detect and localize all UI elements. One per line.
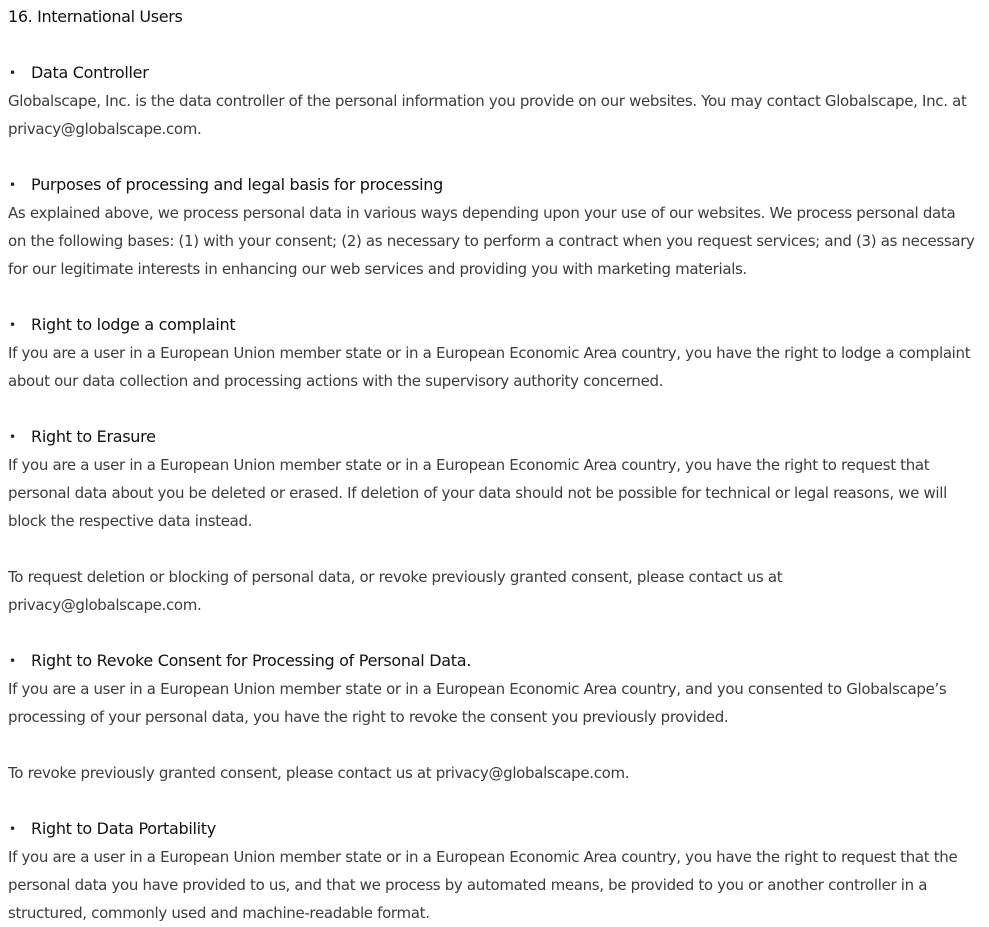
- section-paragraph: If you are a user in a European Union member state or in a European Economic Area country, you have the right to lodge a complaint about our data collection and processing actions with the supervisory authority concerned.: [8, 344, 971, 390]
- bullet-heading: [8, 423, 975, 451]
- bullet-heading: [8, 171, 975, 199]
- section-lodge-complaint: [8, 311, 975, 395]
- section-paragraph: If you are a user in a European Union member state or in a European Economic Area country, you have the right to request that personal data about you be deleted or erased. If deletion of your data should not be possible for technical or legal reasons, we will block the respective data instead.: [8, 456, 947, 530]
- section-data-portability: [8, 815, 975, 927]
- section-heading: Right to Erasure: [31, 427, 156, 446]
- section-paragraph: Globalscape, Inc. is the data controller of the personal information you provide on our websites. You may contact Globalscape, Inc. at privacy@globalscape.com.: [8, 92, 967, 138]
- section-purposes-processing: [8, 171, 975, 283]
- section-paragraph: If you are a user in a European Union member state or in a European Economic Area country, you have the right to request that the personal data you have provided to us, and that we process by automated means, be provided to you or another controller in a structured, commonly used and machine-readable format.: [8, 848, 958, 922]
- section-right-to-erasure: [8, 423, 975, 619]
- section-heading: Right to Data Portability: [31, 819, 216, 838]
- bullet-heading: [8, 815, 975, 843]
- bullet-icon: •: [9, 318, 16, 332]
- section-heading: Right to Revoke Consent for Processing of Personal Data.: [31, 651, 471, 670]
- bullet-icon: •: [9, 822, 16, 836]
- bullet-icon: •: [9, 178, 16, 192]
- section-data-controller: [8, 59, 975, 143]
- section-title: 16. International Users: [8, 7, 183, 26]
- bullet-heading: [8, 311, 975, 339]
- section-paragraph: If you are a user in a European Union member state or in a European Economic Area country, and you consented to Globalscape’s processing of your personal data, you have the right to revoke the consent you previously provided.: [8, 680, 947, 726]
- bullet-heading: [8, 647, 975, 675]
- section-heading: Purposes of processing and legal basis for processing: [31, 175, 443, 194]
- section-revoke-consent: [8, 647, 975, 787]
- section-heading: Data Controller: [31, 63, 149, 82]
- section-paragraph: To request deletion or blocking of personal data, or revoke previously granted consent, please contact us at privacy@globalscape.com.: [8, 568, 783, 614]
- section-paragraph: To revoke previously granted consent, please contact us at privacy@globalscape.com.: [8, 764, 630, 782]
- section-paragraph: As explained above, we process personal data in various ways depending upon your use of our websites. We process personal data on the following bases: (1) with your consent; (2) as necessary to perform a contract when you request services; and (3) as necessary for our legitimate interests in enhancing our web services and providing you with marketing materials.: [8, 204, 975, 278]
- bullet-icon: •: [9, 430, 16, 444]
- section-heading: Right to lodge a complaint: [31, 315, 236, 334]
- bullet-icon: •: [9, 66, 16, 80]
- bullet-heading: [8, 59, 975, 87]
- bullet-icon: •: [9, 654, 16, 668]
